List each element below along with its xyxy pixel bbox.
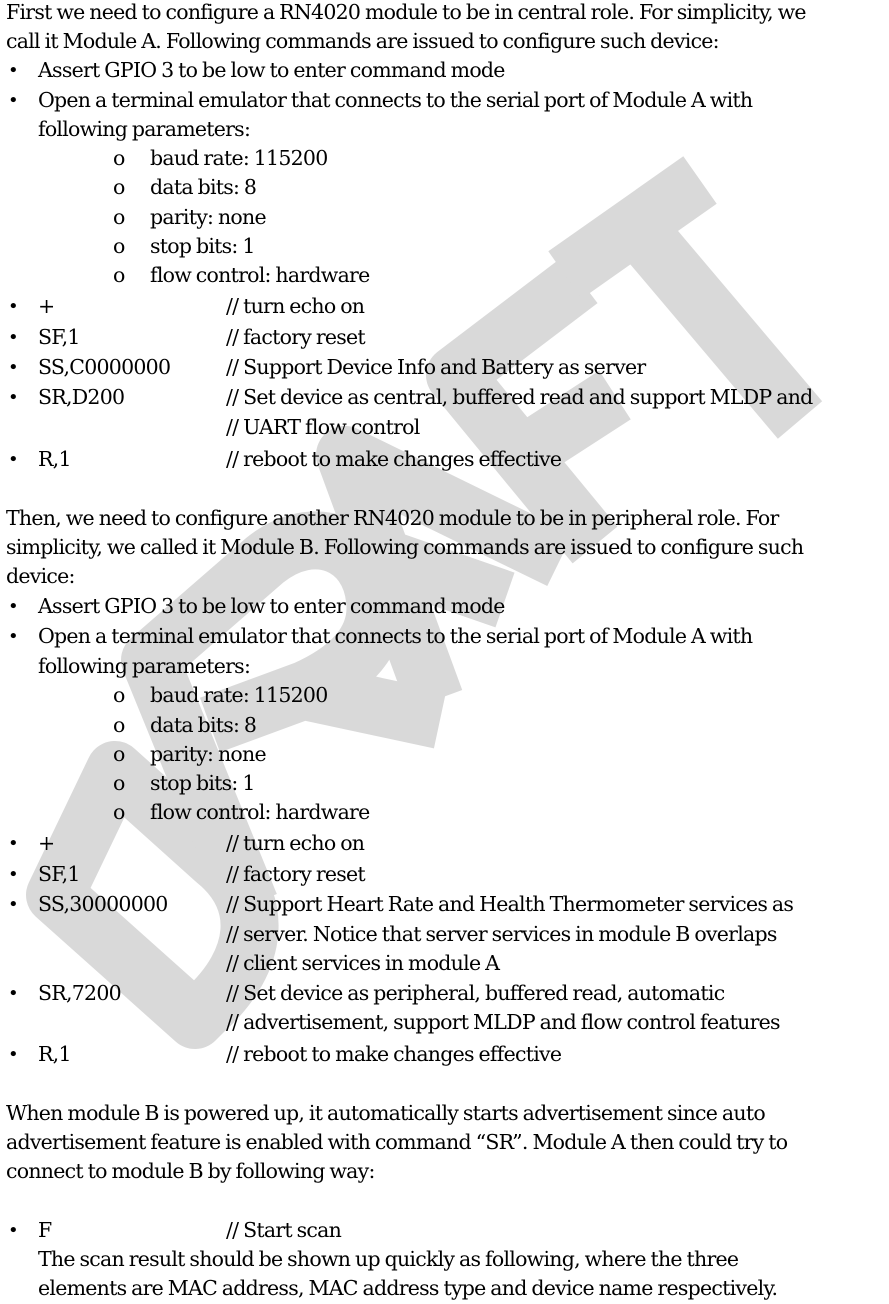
command-text: SF,1 (38, 325, 80, 349)
command-comment: // Start scan (226, 1218, 342, 1242)
watermark-letter-t (565, 180, 800, 420)
command-comment: // Set device as peripheral, buffered read, automatic (226, 981, 725, 1005)
command-text: SS,30000000 (38, 892, 168, 916)
command-comment: // UART flow control (226, 415, 420, 439)
command-text: SR,D200 (38, 385, 125, 409)
sub-bullet-marker: o (113, 175, 125, 199)
sub-bullet-marker: o (113, 771, 125, 795)
param-text: data bits: 8 (150, 713, 257, 737)
bullet-text: Open a terminal emulator that connects to the serial port of Module A with (38, 88, 753, 112)
param-text: stop bits: 1 (150, 771, 255, 795)
sub-bullet-marker: o (113, 234, 125, 258)
param-text: baud rate: 115200 (150, 683, 328, 707)
command-text: SF,1 (38, 862, 80, 886)
sub-bullet-marker: o (113, 683, 125, 707)
bullet-glyph: • (8, 60, 18, 81)
bullet-glyph: • (8, 327, 18, 348)
bullet-glyph: • (8, 983, 18, 1004)
command-comment: // reboot to make changes effective (226, 1042, 562, 1066)
bullet-glyph: • (8, 596, 18, 617)
command-text: R,1 (38, 1042, 71, 1066)
param-text: parity: none (150, 742, 266, 766)
sub-bullet-marker: o (113, 263, 125, 287)
bullet-glyph: • (8, 90, 18, 111)
bullet-glyph: • (8, 864, 18, 885)
intro-b-line-2: simplicity, we called it Module B. Following commands are issued to configure such (6, 535, 804, 559)
command-comment: // server. Notice that server services in module B overlaps (226, 922, 777, 946)
param-text: flow control: hardware (150, 263, 370, 287)
command-comment: // Support Heart Rate and Health Thermometer services as (226, 892, 794, 916)
intro-b-line-1: Then, we need to configure another RN4020 module to be in peripheral role. For (6, 506, 779, 530)
command-comment: // client services in module A (226, 951, 500, 975)
command-comment: // factory reset (226, 862, 365, 886)
sub-bullet-marker: o (113, 205, 125, 229)
bullet-glyph: • (8, 626, 18, 647)
intro-c-line-2: advertisement feature is enabled with command “SR”. Module A then could try to (6, 1130, 788, 1154)
bullet-text: following parameters: (38, 117, 251, 141)
command-comment: // turn echo on (226, 294, 365, 318)
bullet-text: Assert GPIO 3 to be low to enter command mode (38, 594, 505, 618)
bullet-glyph: • (8, 833, 18, 854)
sub-bullet-marker: o (113, 800, 125, 824)
intro-b-line-3: device: (6, 564, 75, 588)
param-text: stop bits: 1 (150, 234, 255, 258)
command-comment: // factory reset (226, 325, 365, 349)
bullet-glyph: • (8, 296, 18, 317)
param-text: data bits: 8 (150, 175, 257, 199)
bullet-glyph: • (8, 449, 18, 470)
intro-a-line-2: call it Module A. Following commands are issued to configure such device: (6, 29, 719, 53)
command-comment: // Set device as central, buffered read and support MLDP and (226, 385, 813, 409)
sub-bullet-marker: o (113, 713, 125, 737)
watermark-letter-a (345, 455, 560, 700)
param-text: baud rate: 115200 (150, 146, 328, 170)
bullet-text: Open a terminal emulator that connects to the serial port of Module A with (38, 624, 753, 648)
command-comment: // turn echo on (226, 831, 365, 855)
command-text: F (38, 1218, 52, 1242)
bullet-glyph: • (8, 387, 18, 408)
bullet-glyph: • (8, 894, 18, 915)
param-text: parity: none (150, 205, 266, 229)
sub-bullet-marker: o (113, 146, 125, 170)
command-text: SR,7200 (38, 981, 121, 1005)
intro-c-line-3: connect to module B by following way: (6, 1159, 375, 1183)
bullet-glyph: • (8, 1044, 18, 1065)
bullet-glyph: • (8, 357, 18, 378)
scan-description: The scan result should be shown up quickly as following, where the three (38, 1247, 739, 1271)
command-text: R,1 (38, 447, 71, 471)
bullet-glyph: • (8, 1220, 18, 1241)
bullet-text: following parameters: (38, 654, 251, 678)
sub-bullet-marker: o (113, 742, 125, 766)
scan-description: elements are MAC address, MAC address type and device name respectively. (38, 1276, 778, 1300)
param-text: flow control: hardware (150, 800, 370, 824)
command-text: + (38, 294, 55, 318)
bullet-text: Assert GPIO 3 to be low to enter command mode (38, 58, 505, 82)
command-text: SS,C0000000 (38, 355, 171, 379)
command-text: + (38, 831, 55, 855)
command-comment: // reboot to make changes effective (226, 447, 562, 471)
command-comment: // Support Device Info and Battery as server (226, 355, 646, 379)
command-comment: // advertisement, support MLDP and flow control features (226, 1010, 780, 1034)
intro-a-line-1: First we need to configure a RN4020 module to be in central role. For simplicity, we (6, 0, 806, 24)
intro-c-line-1: When module B is powered up, it automatically starts advertisement since auto (6, 1101, 765, 1125)
